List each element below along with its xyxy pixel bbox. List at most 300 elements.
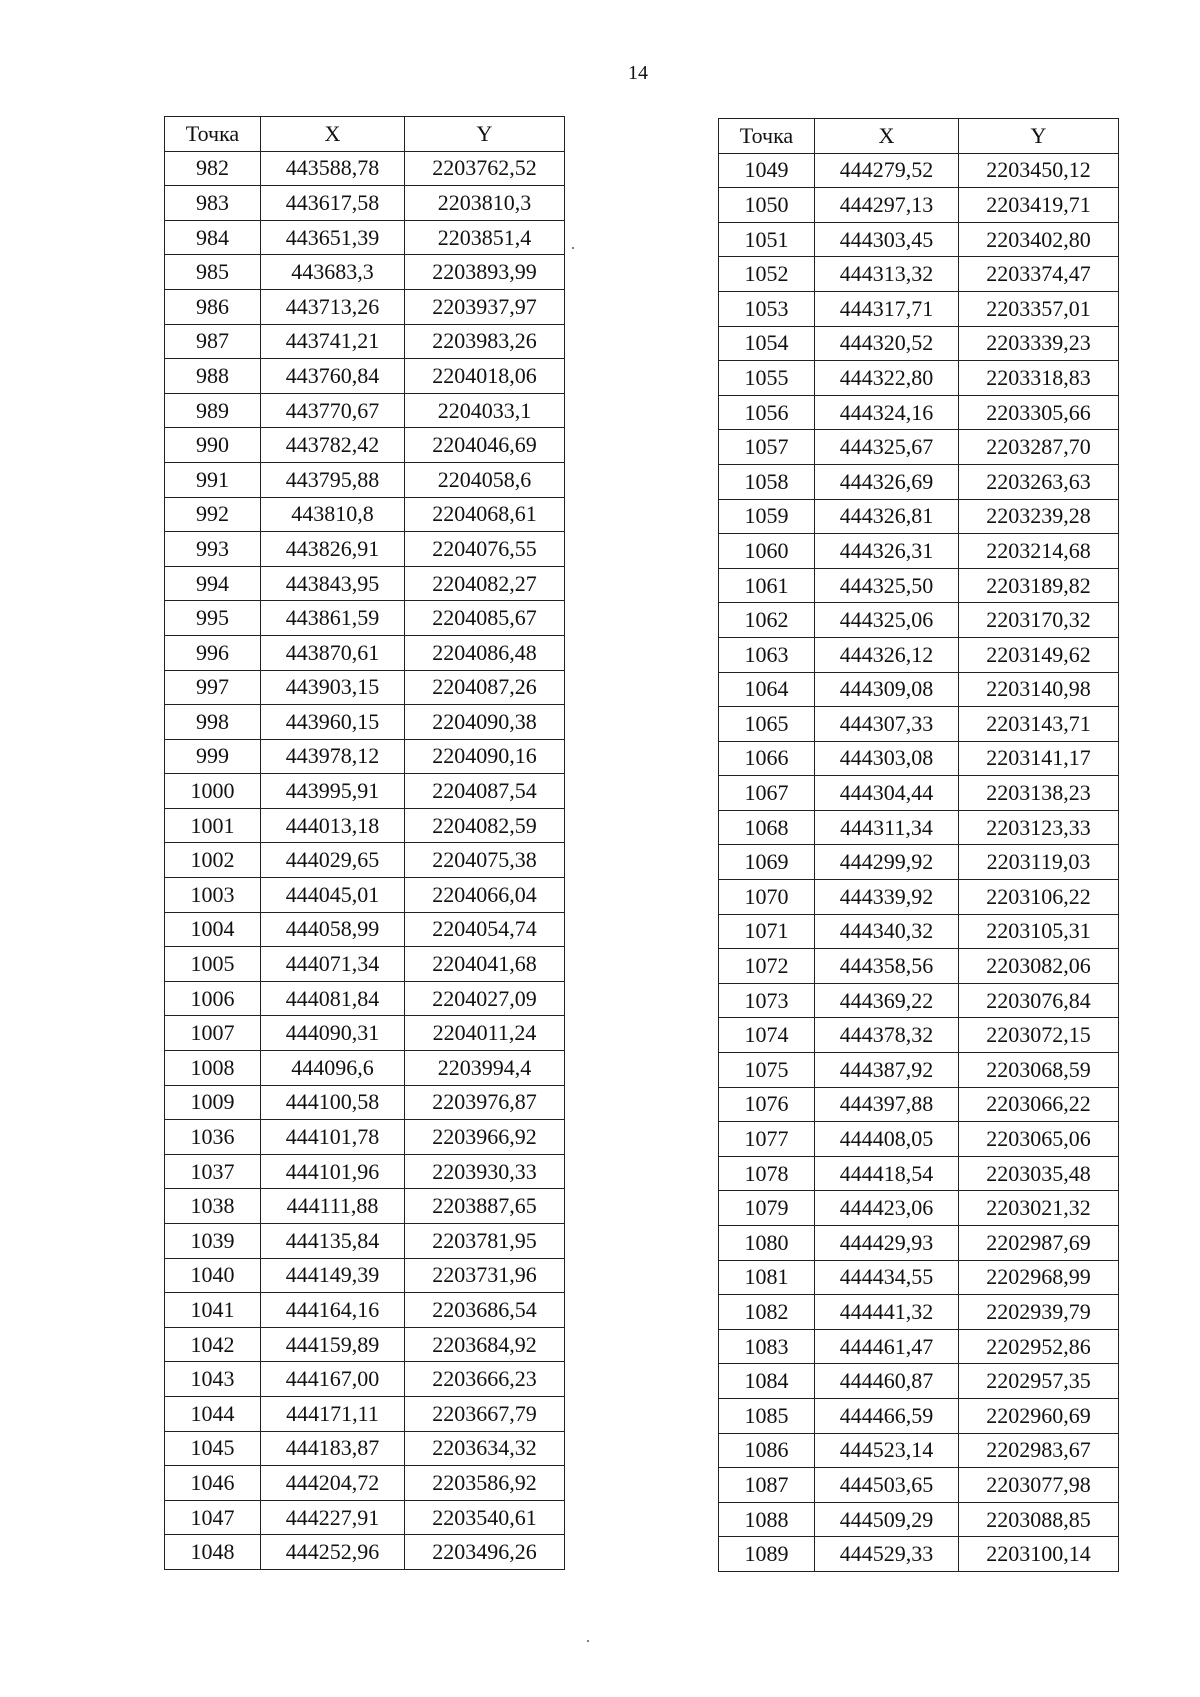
cell-x: 443741,21 [261,324,405,359]
cell-x: 444311,34 [815,810,959,845]
table-row [719,741,1119,776]
table-row [165,359,565,394]
cell-y: 2203339,23 [959,326,1119,361]
cell-y: 2204082,27 [405,566,565,601]
cell-point: 1047 [165,1500,261,1535]
cell-point: 1007 [165,1016,261,1051]
cell-x: 444423,06 [815,1191,959,1226]
cell-x: 443770,67 [261,393,405,428]
table-row [165,670,565,705]
cell-x: 444013,18 [261,808,405,843]
cell-point: 983 [165,186,261,221]
table-row [719,1018,1119,1053]
table-row [719,707,1119,742]
cell-y: 2203851,4 [405,220,565,255]
coordinates-table-left [164,116,565,1570]
cell-point: 999 [165,739,261,774]
table-row [719,845,1119,880]
cell-x: 444529,33 [815,1537,959,1572]
table-row [719,361,1119,396]
cell-x: 443978,12 [261,739,405,774]
cell-y: 2203305,66 [959,395,1119,430]
cell-y: 2202939,79 [959,1295,1119,1330]
cell-x: 444503,65 [815,1468,959,1503]
cell-point: 1053 [719,291,815,326]
cell-y: 2204041,68 [405,947,565,982]
table-row [719,914,1119,949]
cell-x: 444227,91 [261,1500,405,1535]
table-row [719,430,1119,465]
cell-point: 989 [165,393,261,428]
cell-y: 2204033,1 [405,393,565,428]
cell-point: 1036 [165,1120,261,1155]
cell-point: 1066 [719,741,815,776]
header-point: Точка [165,117,261,152]
cell-y: 2203119,03 [959,845,1119,880]
cell-y: 2203088,85 [959,1502,1119,1537]
cell-point: 1075 [719,1053,815,1088]
table-row [165,1016,565,1051]
cell-point: 1059 [719,499,815,534]
table-row [719,1087,1119,1122]
cell-point: 1079 [719,1191,815,1226]
table-row [165,289,565,324]
cell-point: 1037 [165,1154,261,1189]
cell-y: 2203887,65 [405,1189,565,1224]
cell-x: 444101,96 [261,1154,405,1189]
cell-point: 1078 [719,1156,815,1191]
cell-point: 1050 [719,188,815,223]
cell-y: 2204086,48 [405,635,565,670]
table-row [165,324,565,359]
cell-y: 2203143,71 [959,707,1119,742]
cell-x: 444159,89 [261,1327,405,1362]
cell-x: 444340,32 [815,914,959,949]
table-row [719,153,1119,188]
cell-y: 2203983,26 [405,324,565,359]
cell-point: 1070 [719,880,815,915]
cell-y: 2203214,68 [959,534,1119,569]
coordinates-table-right [718,118,1119,1572]
cell-y: 2203976,87 [405,1085,565,1120]
table-row [719,257,1119,292]
cell-x: 444325,06 [815,603,959,638]
cell-x: 443617,58 [261,186,405,221]
cell-point: 1008 [165,1051,261,1086]
cell-point: 1045 [165,1431,261,1466]
cell-point: 1081 [719,1260,815,1295]
table-row [719,1191,1119,1226]
cell-y: 2203450,12 [959,153,1119,188]
cell-point: 1088 [719,1502,815,1537]
table-row [165,705,565,740]
cell-point: 1074 [719,1018,815,1053]
table-row [719,1468,1119,1503]
cell-x: 444325,67 [815,430,959,465]
cell-y: 2203170,32 [959,603,1119,638]
cell-point: 995 [165,601,261,636]
cell-point: 1048 [165,1535,261,1570]
cell-x: 444460,87 [815,1364,959,1399]
cell-x: 444358,56 [815,949,959,984]
cell-y: 2203686,54 [405,1293,565,1328]
cell-y: 2204090,16 [405,739,565,774]
table-row [719,568,1119,603]
table-row [719,1122,1119,1157]
cell-x: 444183,87 [261,1431,405,1466]
cell-point: 1039 [165,1224,261,1259]
cell-y: 2204058,6 [405,462,565,497]
header-point: Точка [719,119,815,154]
cell-y: 2203966,92 [405,1120,565,1155]
cell-point: 1041 [165,1293,261,1328]
cell-y: 2203077,98 [959,1468,1119,1503]
table-row [165,1120,565,1155]
cell-y: 2203068,59 [959,1053,1119,1088]
cell-point: 996 [165,635,261,670]
table-row [165,151,565,186]
cell-x: 444378,32 [815,1018,959,1053]
table-row [719,1502,1119,1537]
cell-x: 444418,54 [815,1156,959,1191]
cell-y: 2203082,06 [959,949,1119,984]
table-row [719,603,1119,638]
cell-y: 2203540,61 [405,1500,565,1535]
cell-x: 443810,8 [261,497,405,532]
table-row [165,1327,565,1362]
cell-x: 443843,95 [261,566,405,601]
cell-y: 2203140,98 [959,672,1119,707]
cell-point: 1002 [165,843,261,878]
cell-x: 444058,99 [261,912,405,947]
cell-y: 2203100,14 [959,1537,1119,1572]
cell-y: 2203402,80 [959,222,1119,257]
cell-point: 1058 [719,464,815,499]
table-row [719,1398,1119,1433]
cell-y: 2204076,55 [405,532,565,567]
table-row [165,843,565,878]
cell-point: 1040 [165,1258,261,1293]
cell-point: 1000 [165,774,261,809]
cell-x: 444164,16 [261,1293,405,1328]
cell-point: 985 [165,255,261,290]
table-row [165,1466,565,1501]
cell-point: 1080 [719,1226,815,1261]
cell-point: 1076 [719,1087,815,1122]
cell-point: 993 [165,532,261,567]
cell-x: 444326,31 [815,534,959,569]
table-row [719,1537,1119,1572]
cell-point: 1044 [165,1396,261,1431]
cell-point: 1064 [719,672,815,707]
table-row [165,393,565,428]
cell-y: 2203666,23 [405,1362,565,1397]
cell-x: 444320,52 [815,326,959,361]
table-row [165,220,565,255]
cell-x: 444325,50 [815,568,959,603]
table-row [165,1500,565,1535]
cell-point: 1069 [719,845,815,880]
cell-x: 444326,12 [815,637,959,672]
cell-point: 1055 [719,361,815,396]
cell-y: 2202983,67 [959,1433,1119,1468]
table-row [719,188,1119,223]
cell-point: 1049 [719,153,815,188]
scan-speck [572,247,574,249]
header-x: X [815,119,959,154]
cell-y: 2203374,47 [959,257,1119,292]
cell-x: 444303,08 [815,741,959,776]
cell-x: 444313,32 [815,257,959,292]
cell-x: 444071,34 [261,947,405,982]
cell-x: 444111,88 [261,1189,405,1224]
cell-point: 1073 [719,983,815,1018]
table-row [165,808,565,843]
table-row [719,949,1119,984]
table-row [165,186,565,221]
cell-point: 1065 [719,707,815,742]
cell-y: 2204011,24 [405,1016,565,1051]
cell-y: 2203994,4 [405,1051,565,1086]
cell-y: 2202957,35 [959,1364,1119,1399]
cell-point: 1043 [165,1362,261,1397]
cell-x: 444304,44 [815,776,959,811]
cell-x: 443826,91 [261,532,405,567]
table-row [719,1226,1119,1261]
cell-y: 2204046,69 [405,428,565,463]
table-row [719,983,1119,1018]
cell-point: 998 [165,705,261,740]
table-row [719,222,1119,257]
table-row [719,464,1119,499]
cell-x: 444322,80 [815,361,959,396]
cell-y: 2204082,59 [405,808,565,843]
cell-x: 443588,78 [261,151,405,186]
table-row [719,637,1119,672]
cell-point: 1072 [719,949,815,984]
cell-x: 444279,52 [815,153,959,188]
cell-y: 2203634,32 [405,1431,565,1466]
cell-x: 444408,05 [815,1122,959,1157]
table-row [719,1156,1119,1191]
cell-y: 2204087,54 [405,774,565,809]
table-row [165,739,565,774]
cell-point: 997 [165,670,261,705]
cell-x: 444441,32 [815,1295,959,1330]
table-row [165,1396,565,1431]
cell-x: 443782,42 [261,428,405,463]
cell-x: 444101,78 [261,1120,405,1155]
table-header-row [719,119,1119,154]
cell-x: 444135,84 [261,1224,405,1259]
table-row [165,1224,565,1259]
table-row [165,497,565,532]
scan-speck [587,1640,589,1642]
cell-x: 443760,84 [261,359,405,394]
cell-y: 2203072,15 [959,1018,1119,1053]
cell-y: 2203667,79 [405,1396,565,1431]
cell-point: 982 [165,151,261,186]
cell-y: 2203318,83 [959,361,1119,396]
table-row [165,947,565,982]
cell-y: 2203781,95 [405,1224,565,1259]
cell-x: 444466,59 [815,1398,959,1433]
cell-y: 2204018,06 [405,359,565,394]
cell-x: 444429,93 [815,1226,959,1261]
cell-x: 444167,00 [261,1362,405,1397]
table-row [719,534,1119,569]
cell-x: 444397,88 [815,1087,959,1122]
cell-y: 2203419,71 [959,188,1119,223]
cell-point: 1068 [719,810,815,845]
cell-x: 444326,81 [815,499,959,534]
table-row [165,1051,565,1086]
cell-y: 2203684,92 [405,1327,565,1362]
cell-point: 1054 [719,326,815,361]
cell-y: 2202960,69 [959,1398,1119,1433]
cell-y: 2203893,99 [405,255,565,290]
cell-x: 443713,26 [261,289,405,324]
table-row [165,1085,565,1120]
cell-x: 444029,65 [261,843,405,878]
cell-x: 444317,71 [815,291,959,326]
table-row [165,532,565,567]
table-body-left [165,151,565,1569]
cell-x: 444324,16 [815,395,959,430]
table-row [165,1362,565,1397]
cell-y: 2202987,69 [959,1226,1119,1261]
table-row [719,1260,1119,1295]
table-row [165,566,565,601]
table-row [165,428,565,463]
table-row [719,776,1119,811]
cell-x: 444309,08 [815,672,959,707]
cell-x: 444307,33 [815,707,959,742]
cell-point: 1083 [719,1329,815,1364]
table-row [165,255,565,290]
table-row [165,1154,565,1189]
cell-point: 987 [165,324,261,359]
cell-point: 1082 [719,1295,815,1330]
cell-y: 2203263,63 [959,464,1119,499]
cell-y: 2203021,32 [959,1191,1119,1226]
cell-x: 444303,45 [815,222,959,257]
cell-x: 443651,39 [261,220,405,255]
table-row [165,774,565,809]
cell-point: 1057 [719,430,815,465]
cell-point: 1046 [165,1466,261,1501]
cell-point: 1086 [719,1433,815,1468]
cell-point: 990 [165,428,261,463]
header-x: X [261,117,405,152]
table-row [165,1189,565,1224]
cell-y: 2203076,84 [959,983,1119,1018]
header-y: Y [959,119,1119,154]
cell-point: 986 [165,289,261,324]
cell-point: 1006 [165,981,261,1016]
cell-y: 2204090,38 [405,705,565,740]
cell-y: 2203357,01 [959,291,1119,326]
cell-y: 2203586,92 [405,1466,565,1501]
table-row [165,912,565,947]
cell-x: 444090,31 [261,1016,405,1051]
cell-y: 2203141,17 [959,741,1119,776]
cell-x: 443683,3 [261,255,405,290]
table-row [719,880,1119,915]
table-header-row [165,117,565,152]
cell-point: 1038 [165,1189,261,1224]
cell-point: 992 [165,497,261,532]
cell-x: 444299,92 [815,845,959,880]
cell-x: 443870,61 [261,635,405,670]
cell-point: 1003 [165,878,261,913]
cell-point: 1062 [719,603,815,638]
table-row [719,326,1119,361]
cell-point: 1005 [165,947,261,982]
cell-x: 444387,92 [815,1053,959,1088]
cell-x: 444252,96 [261,1535,405,1570]
cell-point: 984 [165,220,261,255]
cell-y: 2203138,23 [959,776,1119,811]
table-row [719,499,1119,534]
cell-x: 444461,47 [815,1329,959,1364]
cell-point: 1085 [719,1398,815,1433]
cell-x: 444171,11 [261,1396,405,1431]
table-row [719,291,1119,326]
cell-point: 1001 [165,808,261,843]
cell-y: 2203106,22 [959,880,1119,915]
cell-point: 994 [165,566,261,601]
table-row [719,1433,1119,1468]
cell-x: 444297,13 [815,188,959,223]
cell-point: 1042 [165,1327,261,1362]
table-row [165,981,565,1016]
cell-y: 2203496,26 [405,1535,565,1570]
cell-x: 444100,58 [261,1085,405,1120]
cell-point: 1087 [719,1468,815,1503]
cell-x: 444149,39 [261,1258,405,1293]
cell-y: 2203930,33 [405,1154,565,1189]
cell-y: 2203189,82 [959,568,1119,603]
table-row [719,810,1119,845]
cell-x: 444096,6 [261,1051,405,1086]
table-row [165,1431,565,1466]
table-row [719,1329,1119,1364]
table-row [165,1293,565,1328]
cell-y: 2204085,67 [405,601,565,636]
cell-point: 1063 [719,637,815,672]
cell-x: 443960,15 [261,705,405,740]
table-row [165,1535,565,1570]
cell-x: 444204,72 [261,1466,405,1501]
cell-x: 444326,69 [815,464,959,499]
table-row [165,635,565,670]
cell-y: 2204027,09 [405,981,565,1016]
table-row [719,1295,1119,1330]
cell-y: 2204066,04 [405,878,565,913]
cell-x: 443861,59 [261,601,405,636]
cell-y: 2203065,06 [959,1122,1119,1157]
table-row [719,395,1119,430]
cell-x: 444369,22 [815,983,959,1018]
cell-y: 2202968,99 [959,1260,1119,1295]
table-row [165,462,565,497]
table-row [719,1364,1119,1399]
cell-y: 2203937,97 [405,289,565,324]
table-row [165,878,565,913]
cell-point: 1089 [719,1537,815,1572]
cell-point: 1084 [719,1364,815,1399]
